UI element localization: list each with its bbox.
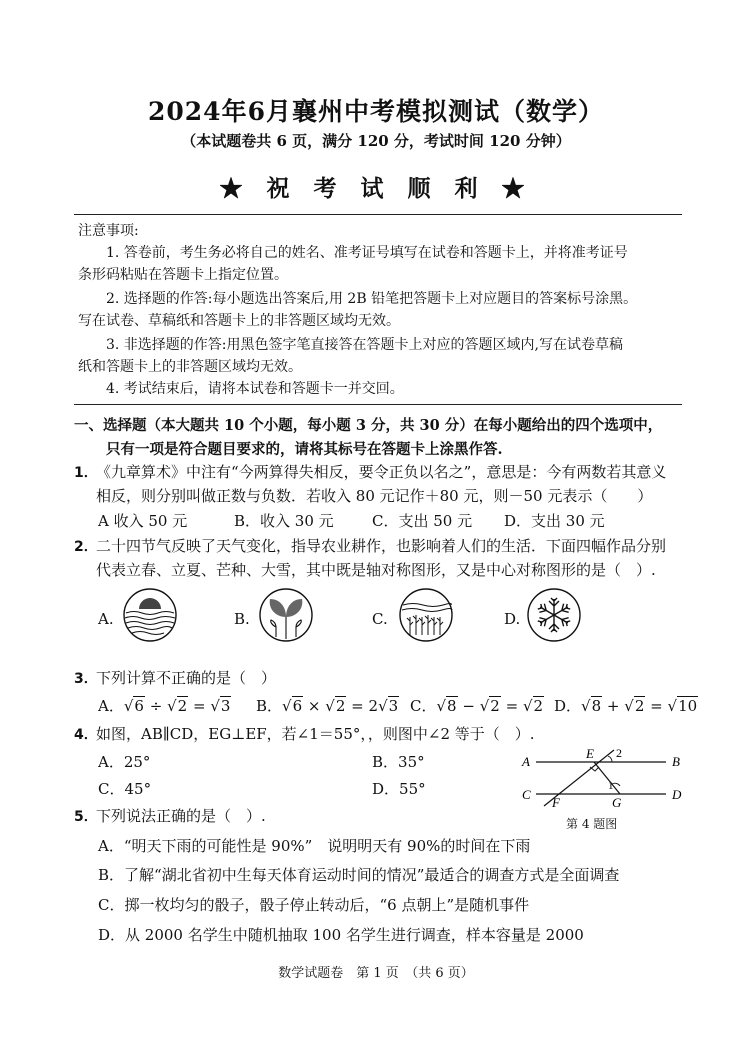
section-heading: 一、选择题（本大题共 10 个小题，每小题 3 分，共 30 分）在每小题给出的四个选项中， (74, 417, 663, 434)
option-d: D．从 2000 名学生中随机抽取 100 名学生进行调查，样本容量是 2000 (98, 926, 584, 944)
option-c: C．掷一枚均匀的骰子，骰子停止转动后，“6 点朝上”是随机事件 (98, 896, 530, 914)
option-d (554, 695, 698, 716)
point-label-d: D (672, 787, 682, 802)
exam-title: 2024年6月襄州中考模拟测试（数学） (148, 97, 604, 126)
radical: √2 (325, 697, 346, 715)
point-label-b: B (672, 754, 680, 769)
radical: √8 (581, 697, 602, 715)
option-b (256, 695, 399, 716)
question-number: 3． (74, 671, 98, 687)
option-b: B．收入 30 元 (234, 512, 334, 530)
summer-emblem-icon (258, 587, 314, 643)
question-number: 2． (74, 539, 98, 555)
radical: √6 (282, 697, 303, 715)
question-stem: 下列计算不正确的是（ ） (96, 669, 277, 687)
equals: = (192, 697, 206, 715)
operator: + (606, 697, 620, 715)
point-label-a: A (522, 754, 530, 769)
equals: = (505, 697, 519, 715)
note-line: 写在试卷、草稿纸和答题卡上的非答题区域均无效。 (78, 313, 400, 329)
point-label-f: F (552, 795, 560, 810)
question-number: 1． (74, 465, 98, 481)
note-line: 3. 非选择题的作答:用黑色签字笔直接答在答题卡上对应的答题区域内,写在试卷草稿 (106, 337, 623, 353)
question-number: 4． (74, 727, 98, 743)
option-b: B．35° (372, 753, 425, 771)
exam-subtitle: （本试题卷共 6 页，满分 120 分，考试时间 120 分钟） (181, 132, 571, 150)
option-label: B． (256, 697, 283, 715)
option-a: A．25° (98, 753, 151, 771)
note-line: 纸和答题卡上的非答题区域均无效。 (78, 359, 302, 375)
equals: = (650, 697, 663, 715)
option-a (98, 695, 231, 716)
point-label-e: E (586, 746, 594, 761)
notes-top-rule (74, 214, 682, 215)
angle-label-2: 2 (616, 746, 622, 760)
option-b: B. (234, 610, 250, 628)
question-stem: 《九章算术》中注有“今两算得失相反，要令正负以名之”，意思是：今有两数若其意义 (96, 463, 667, 481)
option-b: B．了解“湖北省初中生每天体育运动时间的情况”最适合的调查方式是全面调查 (98, 866, 620, 884)
option-d: D．55° (372, 780, 426, 798)
radical: √2 (167, 697, 188, 715)
radical: √2 (522, 697, 544, 715)
radical: √2 (624, 697, 645, 715)
question-stem: 二十四节气反映了天气变化，指导农业耕作，也影响着人们的生活．下面四幅作品分别 (96, 537, 667, 555)
question-stem-cont: 相反，则分别叫做正数与负数．若收入 80 元记作＋80 元，则－50 元表示（ ） (96, 487, 653, 505)
operator: × (307, 697, 321, 715)
question-stem: 如图，AB∥CD，EG⊥EF，若∠1＝55°，，则图中∠2 等于（ ）. (96, 725, 535, 743)
radical: √2 (479, 697, 500, 715)
option-a: A．“明天下雨的可能性是 90%” 说明明天有 90%的时间在下雨 (98, 837, 531, 855)
page-footer: 数学试题卷 第 1 页 （共 6 页） (278, 966, 474, 981)
equals: = 2 (351, 697, 379, 715)
radical: √3 (210, 697, 231, 715)
good-luck-banner: ★ 祝 考 试 顺 利 ★ (219, 175, 533, 202)
option-label: A． (98, 697, 124, 715)
note-line: 4. 考试结束后，请将本试卷和答题卡一并交回。 (106, 381, 404, 397)
angle-label-1: 1 (608, 780, 614, 792)
radical: √3 (378, 697, 399, 715)
radical: √6 (123, 697, 144, 715)
option-a: A. (98, 610, 114, 628)
option-c: C. (372, 610, 388, 628)
note-line: 1. 答卷前，考生务必将自己的姓名、准考证号填写在试卷和答题卡上，并将准考证号 (106, 245, 628, 261)
question-stem-cont: 代表立春、立夏、芒种、大雪，其中既是轴对称图形，又是中心对称图形的是（ ）. (96, 561, 656, 579)
note-line: 条形码粘贴在答题卡上指定位置。 (78, 267, 288, 283)
option-d: D．支出 30 元 (504, 512, 605, 530)
option-c (410, 695, 544, 716)
question-number: 5． (74, 809, 98, 825)
option-label: D． (554, 697, 582, 715)
option-c: C．支出 50 元 (372, 512, 473, 530)
point-label-c: C (522, 787, 531, 802)
option-d: D. (504, 610, 521, 628)
operator: ÷ (149, 697, 163, 715)
snowflake-emblem-icon (526, 587, 582, 643)
grain-emblem-icon (398, 587, 454, 643)
option-c: C．45° (98, 780, 152, 798)
note-line: 2. 选择题的作答:每小题选出答案后,用 2B 铅笔把答题卡上对应题目的答案标号涂黑。 (106, 291, 638, 307)
radical: √8 (436, 697, 457, 715)
radical: √10 (667, 697, 698, 715)
option-a: A 收入 50 元 (98, 512, 188, 530)
question-stem: 下列说法正确的是（ ）. (96, 807, 266, 825)
option-label: C． (410, 697, 437, 715)
figure-4-caption: 第 4 题图 (566, 817, 618, 831)
point-label-g: G (612, 795, 622, 810)
notes-bottom-rule (74, 404, 682, 405)
operator: − (462, 697, 475, 715)
spring-emblem-icon (122, 587, 178, 643)
section-heading-cont: 只有一项是符合题目要求的，请将其标号在答题卡上涂黑作答. (106, 441, 503, 458)
notes-heading: 注意事项: (78, 223, 139, 239)
